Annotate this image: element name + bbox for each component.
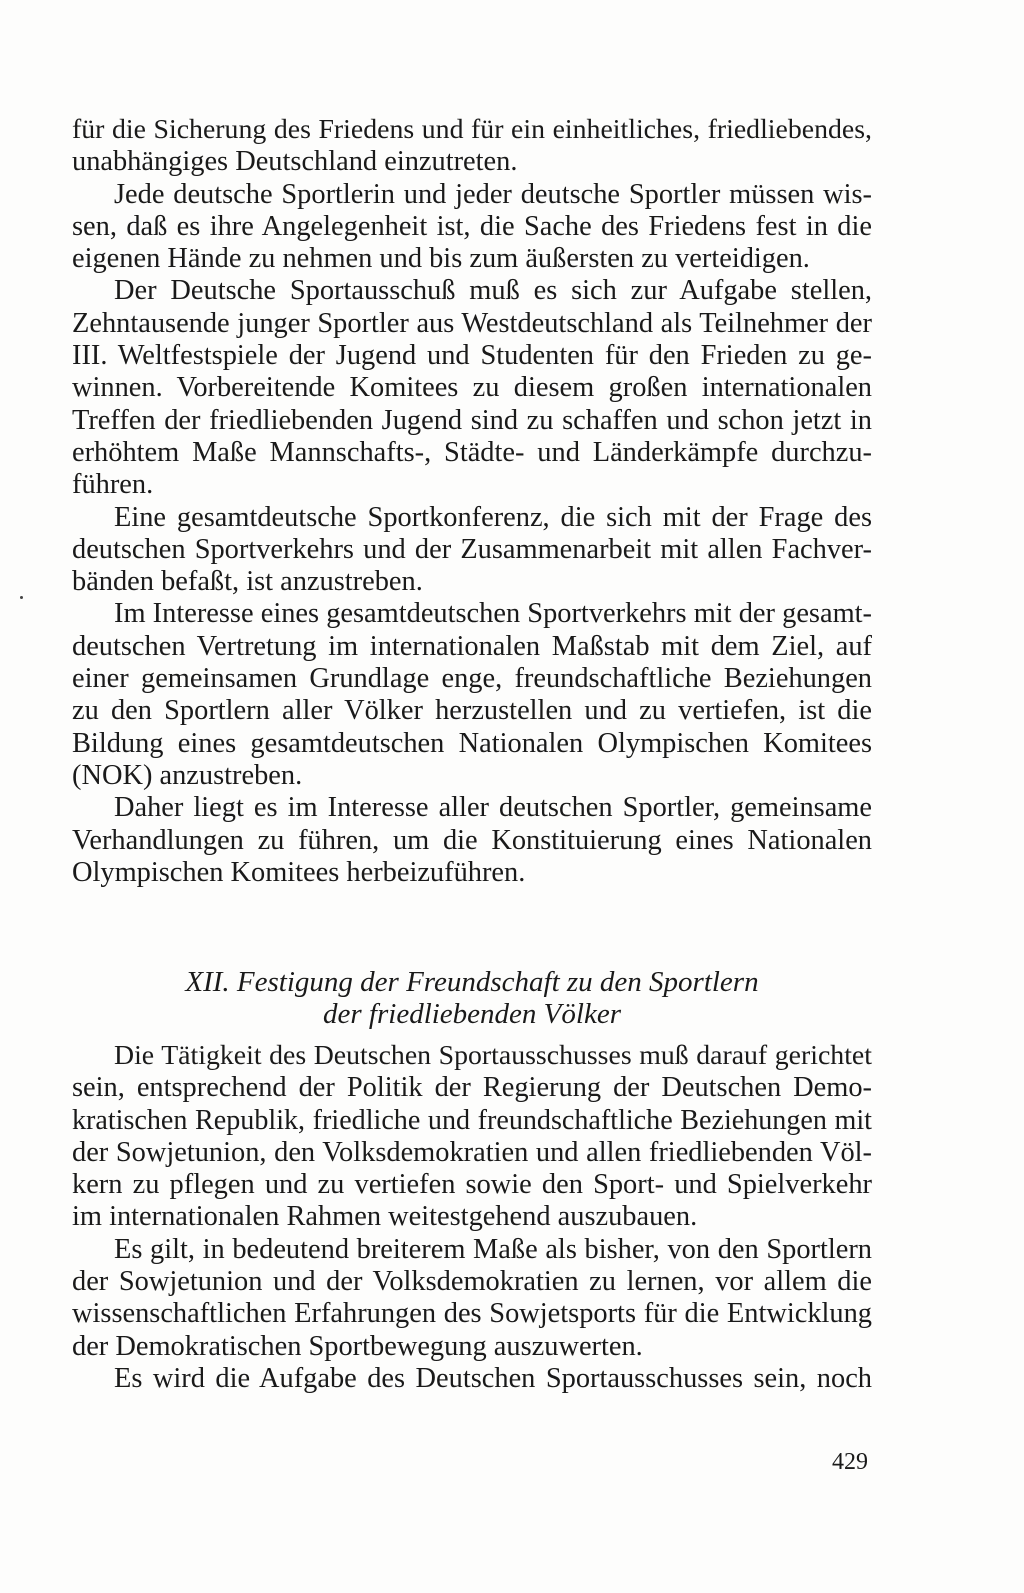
heading-line: der friedliebenden Völker xyxy=(323,998,621,1031)
text-line: sein, entsprechend der Politik der Regierung der Deutschen Demo- xyxy=(72,1072,872,1104)
text-line: deutschen Sportverkehrs und der Zusammenarbeit mit allen Fachver- xyxy=(72,533,872,565)
text-line: im internationalen Rahmen weitestgehend auszubauen. xyxy=(72,1201,698,1233)
text-line: sen, daß es ihre Angelegenheit ist, die Sache des Friedens fest in die xyxy=(72,210,872,242)
text-line: Olympischen Komitees herbeizuführen. xyxy=(72,856,526,888)
text-line: Es wird die Aufgabe des Deutschen Sportausschusses sein, noch xyxy=(114,1362,872,1394)
text-line: Daher liegt es im Interesse aller deutschen Sportler, gemeinsame xyxy=(114,792,872,824)
text-line: wissenschaftlichen Erfahrungen des Sowjetsports für die Entwicklung xyxy=(72,1298,872,1330)
text-line: der Demokratischen Sportbewegung auszuwerten. xyxy=(72,1330,643,1362)
text-line: für die Sicherung des Friedens und für ein einheitliches, friedliebendes, xyxy=(72,114,872,145)
text-line: winnen. Vorbereitende Komitees zu diesem großen internationalen xyxy=(72,372,872,404)
text-line: Der Deutsche Sportausschuß muß es sich zur Aufgabe stellen, xyxy=(114,275,872,307)
text-line: der Sowjetunion und der Volksdemokratien zu lernen, vor allem die xyxy=(72,1266,872,1298)
text-line: zu den Sportlern aller Völker herzustellen und zu vertiefen, ist die xyxy=(72,695,872,727)
text-line: Bildung eines gesamtdeutschen Nationalen Olympischen Komitees xyxy=(72,727,872,759)
text-line: erhöhtem Maße Mannschafts-, Städte- und Länderkämpfe durchzu- xyxy=(72,436,872,468)
text-line: unabhängiges Deutschland einzutreten. xyxy=(72,146,518,178)
text-line: Jede deutsche Sportlerin und jeder deutsche Sportler müssen wis- xyxy=(114,178,872,210)
text-line: einer gemeinsamen Grundlage enge, freundschaftliche Beziehungen xyxy=(72,663,872,695)
text-line: der Sowjetunion, den Volksdemokratien und allen friedliebenden Völ- xyxy=(72,1136,872,1168)
text-line: Eine gesamtdeutsche Sportkonferenz, die sich mit der Frage des xyxy=(114,501,872,533)
text-line: kratischen Republik, friedliche und freundschaftliche Beziehungen mit xyxy=(72,1104,872,1136)
text-line: (NOK) anzustreben. xyxy=(72,759,303,791)
heading-line: XII. Festigung der Freundschaft zu den Sportlern xyxy=(185,966,759,998)
text-line: Im Interesse eines gesamtdeutschen Sportverkehrs mit der gesamt- xyxy=(114,598,872,630)
text-line: Die Tätigkeit des Deutschen Sportausschusses muß darauf gerichtet xyxy=(114,1040,872,1071)
body-text-lower xyxy=(72,1040,872,1395)
text-line: führen. xyxy=(72,469,154,501)
text-line: kern zu pflegen und zu vertiefen sowie den Sport- und Spielverkehr xyxy=(72,1169,872,1201)
text-line: Zehntausende junger Sportler aus Westdeutschland als Teilnehmer der xyxy=(72,307,872,339)
text-line: bänden befaßt, ist anzustreben. xyxy=(72,566,423,598)
page-number: 429 xyxy=(832,1449,868,1475)
text-line: deutschen Vertretung im internationalen Maßstab mit dem Ziel, auf xyxy=(72,630,872,662)
text-line: eigenen Hände zu nehmen und bis zum äußersten zu verteidigen. xyxy=(72,243,810,275)
section-heading xyxy=(72,966,872,1031)
text-line: Es gilt, in bedeutend breiterem Maße als bisher, von den Sportlern xyxy=(114,1233,872,1265)
text-line: Treffen der friedliebenden Jugend sind zu schaffen und schon jetzt in xyxy=(72,404,872,436)
body-text-upper xyxy=(72,114,872,889)
print-speck xyxy=(20,596,23,599)
text-line: Verhandlungen zu führen, um die Konstituierung eines Nationalen xyxy=(72,824,872,856)
text-line: III. Weltfestspiele der Jugend und Studenten für den Frieden zu ge- xyxy=(72,340,872,372)
